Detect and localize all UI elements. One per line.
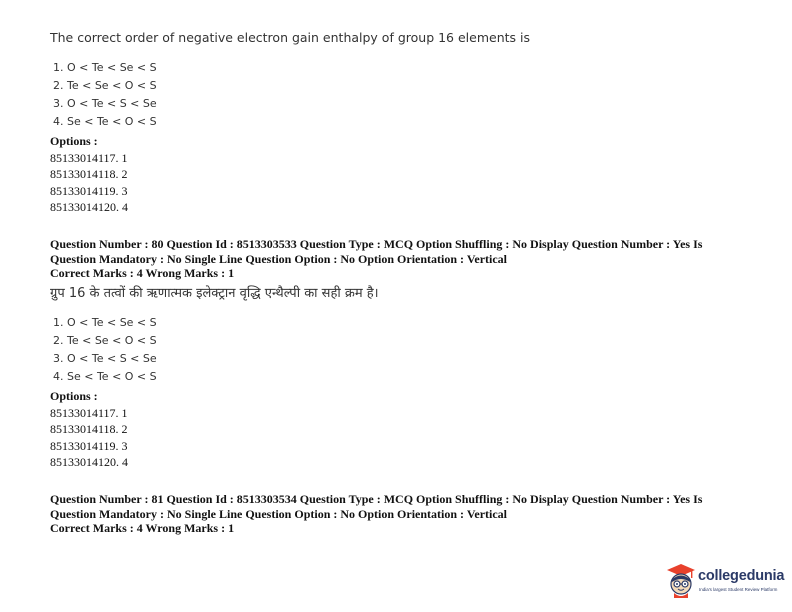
option-id: 85133014119. 3	[50, 438, 128, 453]
choice-item: 4. Se < Te < O < S	[53, 370, 157, 383]
question-meta-80	[50, 237, 750, 281]
meta-line: Question Number : 80 Question Id : 8513303533 Question Type : MCQ Option Shuffling : No Display Question Number : Yes Is	[50, 237, 703, 251]
choice-item: 3. O < Te < S < Se	[53, 352, 157, 365]
choice-item: 1. O < Te < Se < S	[53, 61, 157, 74]
options-heading: Options :	[50, 134, 98, 148]
options-block-english	[50, 133, 128, 216]
logo-tagline: India's largest Student Review Platform	[699, 587, 778, 592]
option-id: 85133014118. 2	[50, 422, 128, 436]
choice-list-english	[53, 59, 157, 131]
meta-line: Correct Marks : 4 Wrong Marks : 1	[50, 521, 235, 535]
meta-line: Question Number : 81 Question Id : 8513303534 Question Type : MCQ Option Shuffling : No Display Question Number : Yes Is	[50, 492, 703, 506]
option-id: 85133014117. 1	[50, 150, 128, 165]
option-id: 85133014120. 4	[50, 200, 128, 214]
option-id: 85133014117. 1	[50, 405, 128, 420]
collegedunia-logo	[666, 562, 788, 602]
choice-item: 2. Te < Se < O < S	[53, 79, 157, 92]
meta-line: Question Mandatory : No Single Line Question Option : No Option Orientation : Vertical	[50, 251, 508, 266]
options-heading: Options :	[50, 389, 98, 403]
choice-item: 1. O < Te < Se < S	[53, 316, 157, 329]
meta-line: Correct Marks : 4 Wrong Marks : 1	[50, 266, 235, 280]
graduate-mascot-icon	[666, 562, 696, 600]
choice-item: 3. O < Te < S < Se	[53, 97, 157, 110]
option-id: 85133014120. 4	[50, 455, 128, 469]
choice-item: 2. Te < Se < O < S	[53, 334, 157, 347]
question-text-hindi: ग्रुप 16 के तत्वों की ऋणात्मक इलेक्ट्रान वृद्धि एन्थैल्पी का सही क्रम है।	[50, 286, 379, 301]
logo-wordmark: collegedunia	[698, 568, 785, 584]
option-id: 85133014118. 2	[50, 167, 128, 181]
question-text-english: The correct order of negative electron gain enthalpy of group 16 elements is	[50, 30, 530, 45]
question-meta-81	[50, 492, 750, 536]
meta-line: Question Mandatory : No Single Line Question Option : No Option Orientation : Vertical	[50, 506, 508, 521]
choice-list-hindi	[53, 314, 157, 386]
choice-item: 4. Se < Te < O < S	[53, 115, 157, 128]
option-id: 85133014119. 3	[50, 183, 128, 198]
options-block-hindi	[50, 388, 128, 471]
